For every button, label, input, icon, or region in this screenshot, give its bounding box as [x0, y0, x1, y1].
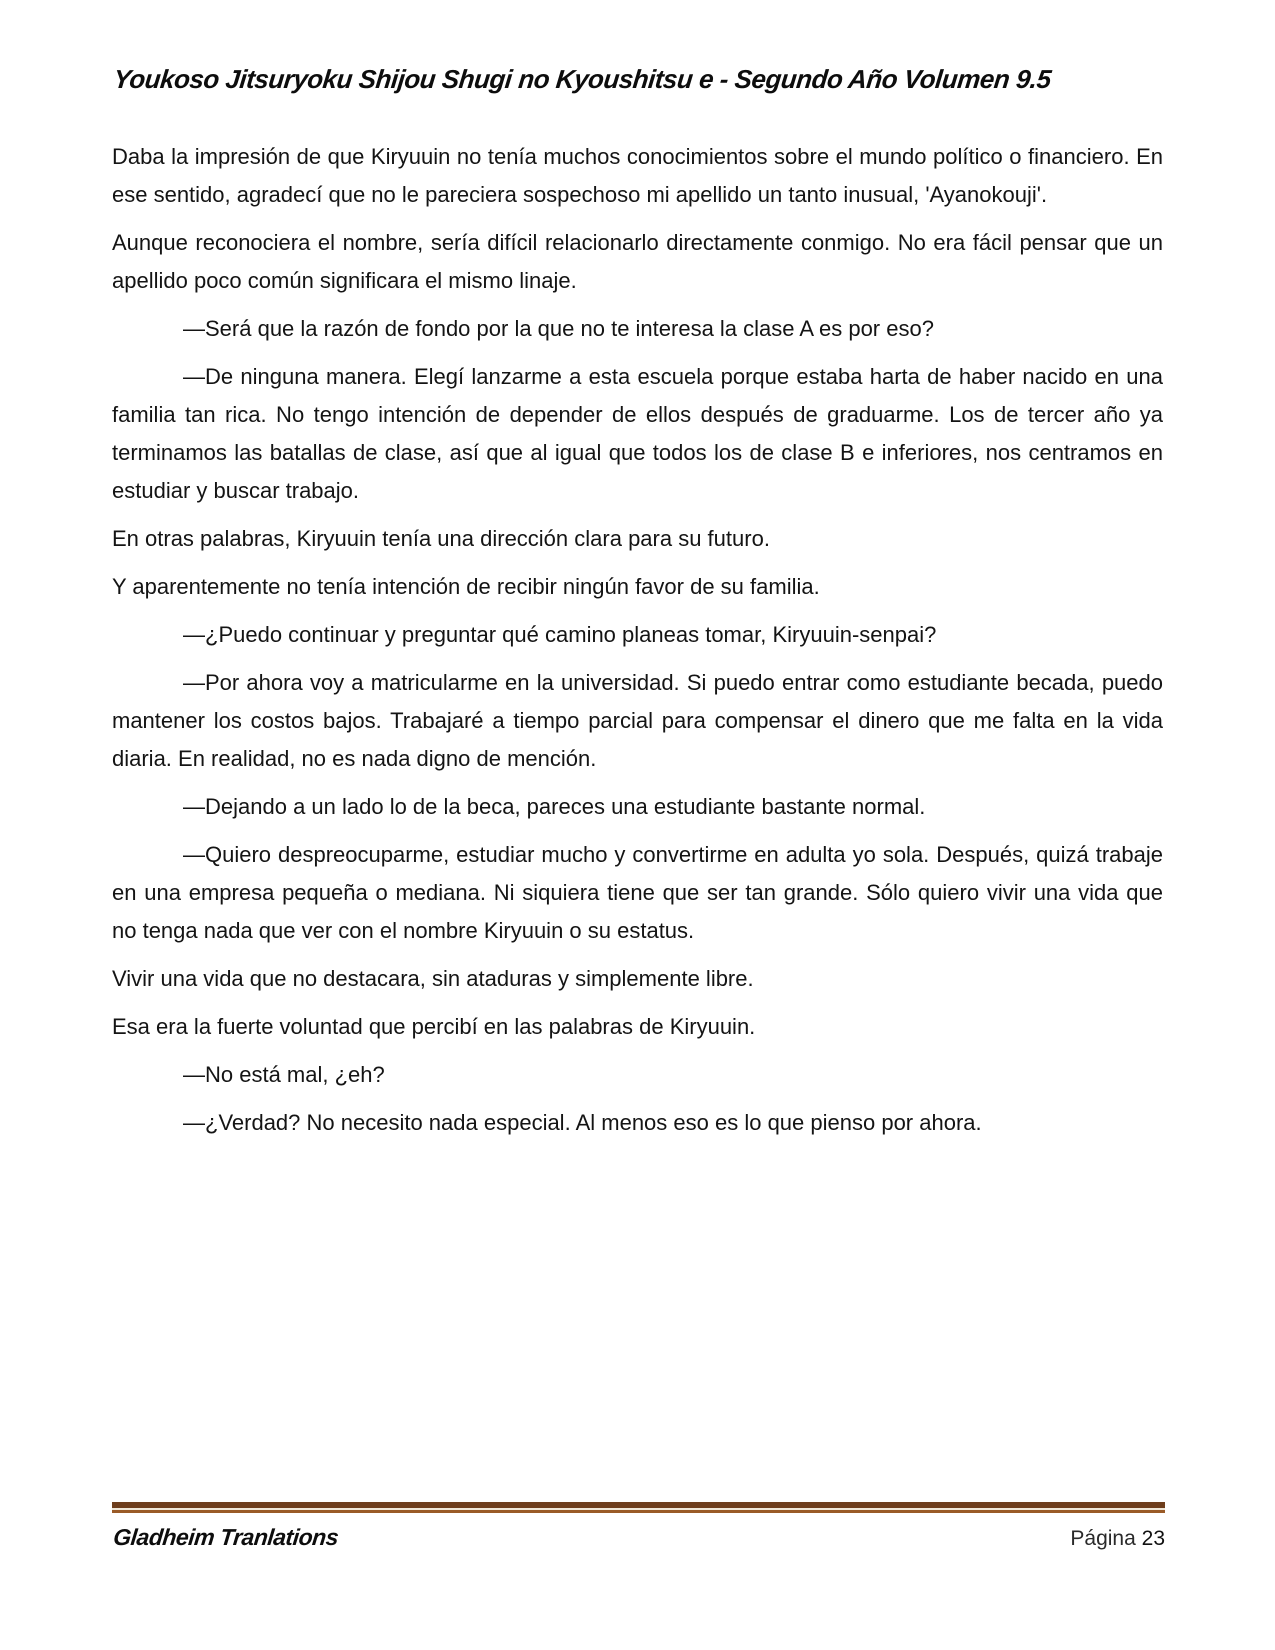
- footer-row: [112, 1524, 1165, 1551]
- dialogue-paragraph: —Quiero despreocuparme, estudiar mucho y convertirme en adulta yo sola. Después, quizá trabaje en una empresa pequeña o mediana. Ni siquiera tiene que ser tan grande. Sólo quiero vivir una vida que no tenga nada que ver con el nombre Kiryuuin o su estatus.: [112, 842, 1163, 943]
- dialogue-paragraph: —Por ahora voy a matricularme en la universidad. Si puedo entrar como estudiante becada, puedo mantener los costos bajos. Trabajaré a tiempo parcial para compensar el dinero que me falta en la vida diaria. En realidad, no es nada digno de mención.: [112, 670, 1163, 771]
- dialogue-paragraph: —Será que la razón de fondo por la que no te interesa la clase A es por eso?: [183, 316, 934, 341]
- page-number-value: 23: [1141, 1527, 1165, 1550]
- body-text: [112, 138, 1163, 1152]
- dialogue-paragraph: —Dejando a un lado lo de la beca, pareces una estudiante bastante normal.: [183, 794, 926, 819]
- narration-paragraph: Daba la impresión de que Kiryuuin no tenía muchos conocimientos sobre el mundo político o financiero. En ese sentido, agradecí que no le pareciera sospechoso mi apellido un tanto inusual, 'Ayanokouji'.: [112, 144, 1163, 207]
- dialogue-paragraph: —¿Puedo continuar y preguntar qué camino planeas tomar, Kiryuuin-senpai?: [183, 622, 937, 647]
- translator-brand: Gladheim Tranlations: [112, 1524, 340, 1550]
- footer-rule-light-line: [112, 1510, 1165, 1513]
- page-number: [1070, 1527, 1165, 1551]
- dialogue-paragraph: —De ninguna manera. Elegí lanzarme a esta escuela porque estaba harta de haber nacido en una familia tan rica. No tengo intención de depender de ellos después de graduarme. Los de tercer año ya terminamos las batallas de clase, así que al igual que todos los de clase B e inferiores, nos centramos en estudiar y buscar trabajo.: [112, 364, 1163, 503]
- narration-paragraph: Esa era la fuerte voluntad que percibí en las palabras de Kiryuuin.: [112, 1014, 756, 1039]
- dialogue-paragraph: —¿Verdad? No necesito nada especial. Al menos eso es lo que pienso por ahora.: [183, 1110, 982, 1135]
- dialogue-paragraph: —No está mal, ¿eh?: [183, 1062, 385, 1087]
- page-header: [112, 64, 1163, 95]
- narration-paragraph: Vivir una vida que no destacara, sin ataduras y simplemente libre.: [112, 966, 754, 991]
- narration-paragraph: Y aparentemente no tenía intención de recibir ningún favor de su familia.: [112, 574, 820, 599]
- narration-paragraph: En otras palabras, Kiryuuin tenía una dirección clara para su futuro.: [112, 526, 770, 551]
- narration-paragraph: Aunque reconociera el nombre, sería difícil relacionarlo directamente conmigo. No era fácil pensar que un apellido poco común significara el mismo linaje.: [112, 230, 1163, 293]
- footer-rule: [112, 1502, 1165, 1513]
- page-header-title: Youkoso Jitsuryoku Shijou Shugi no Kyoushitsu e - Segundo Año Volumen 9.5: [112, 64, 1053, 94]
- page-number-label: Página: [1070, 1527, 1136, 1550]
